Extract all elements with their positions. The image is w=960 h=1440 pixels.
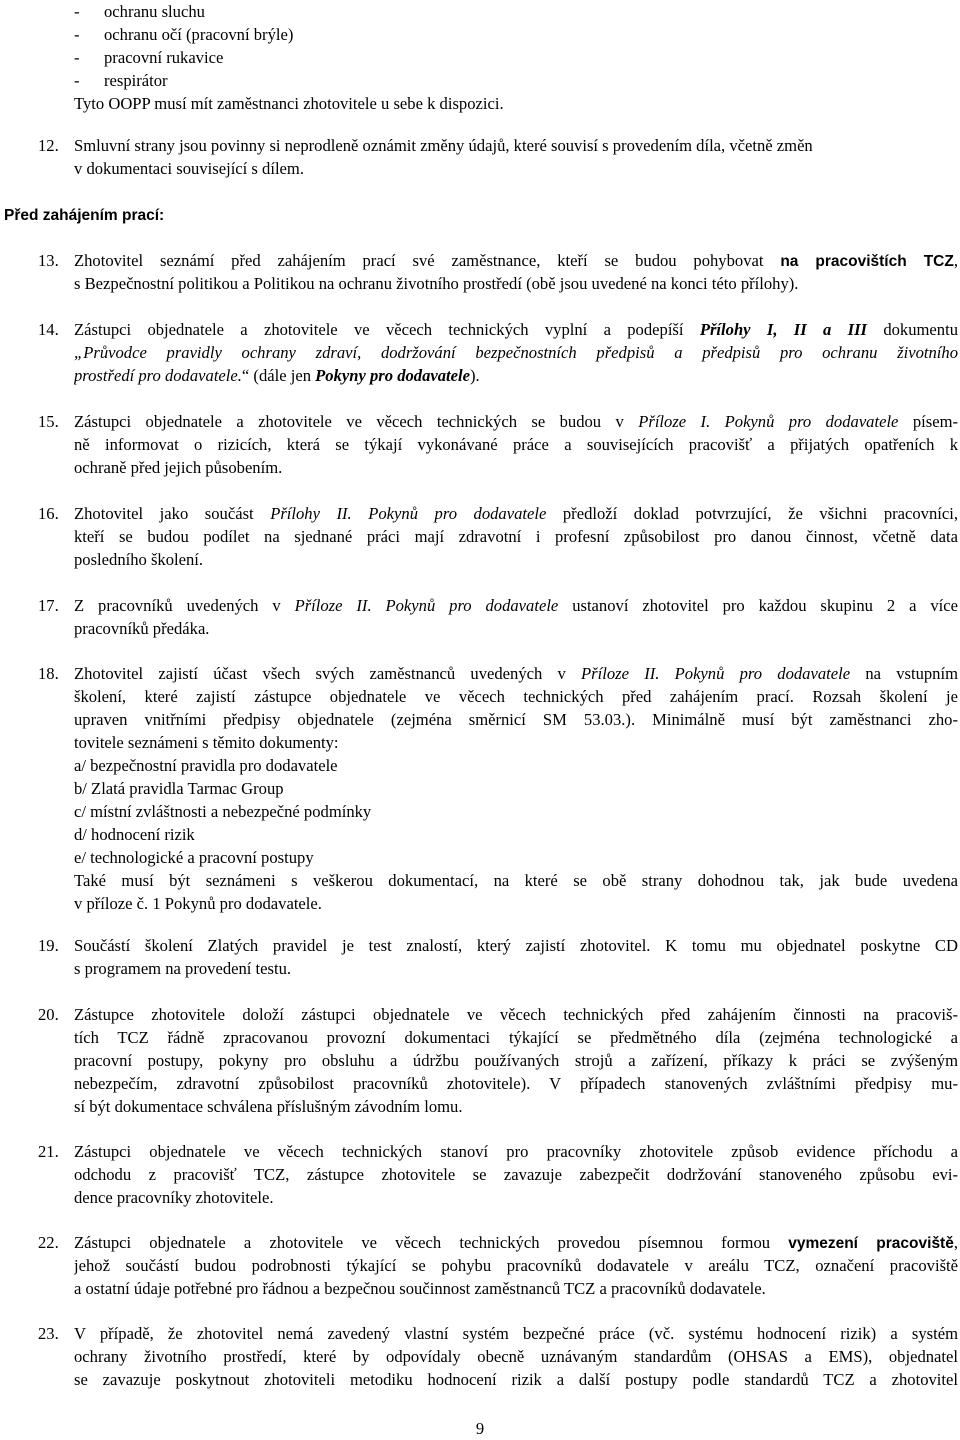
clause-12: 12. Smluvní strany jsou povinny si neprodleně oznámit změny údajů, které souvisí s provedením díla, včetně změn v dokumentaci související s dílem. xyxy=(38,136,813,178)
list-item: a/ bezpečnostní pravidla pro dodavatele xyxy=(74,756,338,775)
clause-17: 17. Z pracovníků uvedených v Příloze II. Pokynů pro dodavatele ustanoví zhotovitel pro každou skupinu 2 a více pracovníků předáka. xyxy=(38,596,958,638)
list-item: d/ hodnocení rizik xyxy=(74,825,195,844)
clause-16: 16. Zhotovitel jako součást Přílohy II. Pokynů pro dodavatele předloží doklad potvrzující, že všichni pracovníci, kteří se budou podílet na sjednané práci mají zdravotní i profesní způsobilost pro danou činnost, včetně data posledního školení. xyxy=(38,504,958,569)
list-item: - ochranu očí (pracovní brýle) xyxy=(74,25,294,44)
clause-13: 13. Zhotovitel seznámí před zahájením prací své zaměstnance, kteří se budou pohybovat na pracovištích TCZ, s Bezpečnostní politikou a Politikou na ochranu životního prostředí (obě jsou uvedené na konci této přílohy). xyxy=(38,251,958,293)
clause-19: 19. Součástí školení Zlatých pravidel je test znalostí, který zajistí zhotovitel. K tomu mu objednatel poskytne CD s programem na provedení testu. xyxy=(38,936,958,978)
clause-23: 23. V případě, že zhotovitel nemá zavedený vlastní systém bezpečné práce (vč. systému hodnocení rizik) a systém ochrany životního prostředí, které by odpovídaly obecně uznávaným standardům (OHSAS a EMS), objednatel se zavazuje poskytnout zhotoviteli metodiku hodnocení rizik a další postupy podle standardů TCZ a zhotovitel xyxy=(38,1324,958,1389)
clause-21: 21. Zástupci objednatele ve věcech technických stanoví pro pracovníky zhotovitele způsob evidence příchodu a odchodu z pracovišť TCZ, zástupce zhotovitele se zavazuje zabezpečit dodržování stanoveného způsobu evi- dence pracovníky zhotovitele. xyxy=(38,1142,958,1207)
ppe-note: Tyto OOPP musí mít zaměstnanci zhotovitele u sebe k dispozici. xyxy=(74,94,504,113)
list-item: - ochranu sluchu xyxy=(74,2,205,21)
clause-15: 15. Zástupci objednatele a zhotovitele ve věcech technických se budou v Příloze I. Pokynů pro dodavatele písem- ně informovat o rizicích, která se týkají vykonávané práce a souvisejících pracovišť a přijatých opatřeních k ochraně před jejich působením. xyxy=(38,412,958,477)
clause-20: 20. Zástupce zhotovitele doloží zástupci objednatele ve věcech technických před zahájením činnosti na pracoviš- tích TCZ řádně zpracovanou provozní dokumentaci týkající se předmětného díla (zejména technologické a pracovní postupy, pokyny pro obsluhu a údržbu používaných strojů a zařízení, příkazy k práci se zvýšeným nebezpečím, zdravotní způsobilost pracovníků zhotovitele). V případech stanovených zvláštními předpisy mu- sí být dokumentace schválena příslušným závodním lomu. xyxy=(38,1005,958,1116)
page-number: 9 xyxy=(475,1419,485,1438)
ppe-list xyxy=(74,0,504,115)
list-item: - respirátor xyxy=(74,71,168,90)
list-item: c/ místní zvláštnosti a nebezpečné podmínky xyxy=(74,802,372,821)
list-item: - pracovní rukavice xyxy=(74,48,224,67)
list-item: b/ Zlatá pravidla Tarmac Group xyxy=(74,779,284,798)
list-item: e/ technologické a pracovní postupy xyxy=(74,848,314,867)
clause-22: 22. Zástupci objednatele a zhotovitele ve věcech technických provedou písemnou formou vymezení pracoviště, jehož součástí budou podrobnosti týkající se pohybu pracovníků dodavatele v areálu TCZ, označení pracoviště a ostatní údaje potřebné pro řádnou a bezpečnou součinnost zaměstnanců TCZ a pracovníků dodavatele. xyxy=(38,1233,958,1298)
clause-18: 18. Zhotovitel zajistí účast všech svých zaměstnanců uvedených v Příloze II. Pokynů pro dodavatele na vstupním školení, které zajistí zástupce objednatele ve věcech technických před zahájením prací. Rozsah školení je upraven vnitřními předpisy objednatele (zejména směrnicí SM 53.03.). Minimálně musí být zaměstnanci zho- tovitele seznámeni s těmito dokumenty: a/ bezpečnostní pravidla pro dodavatele b/ Zlatá pravidla Tarmac Group c/ místní zvláštnosti a nebezpečné podmínky d/ hodnocení rizik e/ technologické a pracovní postupy Také musí být seznámeni s veškerou dokumentací, na které se obě strany dohodnou tak, jak bude uvedena v příloze č. 1 Pokynů pro dodavatele. xyxy=(38,664,958,913)
section-heading: Před zahájením prací: xyxy=(4,207,165,224)
clause-14: 14. Zástupci objednatele a zhotovitele ve věcech technických vyplní a podepíší Přílohy I, II a III dokumentu „Průvodce pravidly ochrany zdraví, dodržování bezpečnostních předpisů a předpisů pro ochranu životního prostředí pro dodavatele.“ (dále jen Pokyny pro dodavatele). xyxy=(38,320,958,385)
